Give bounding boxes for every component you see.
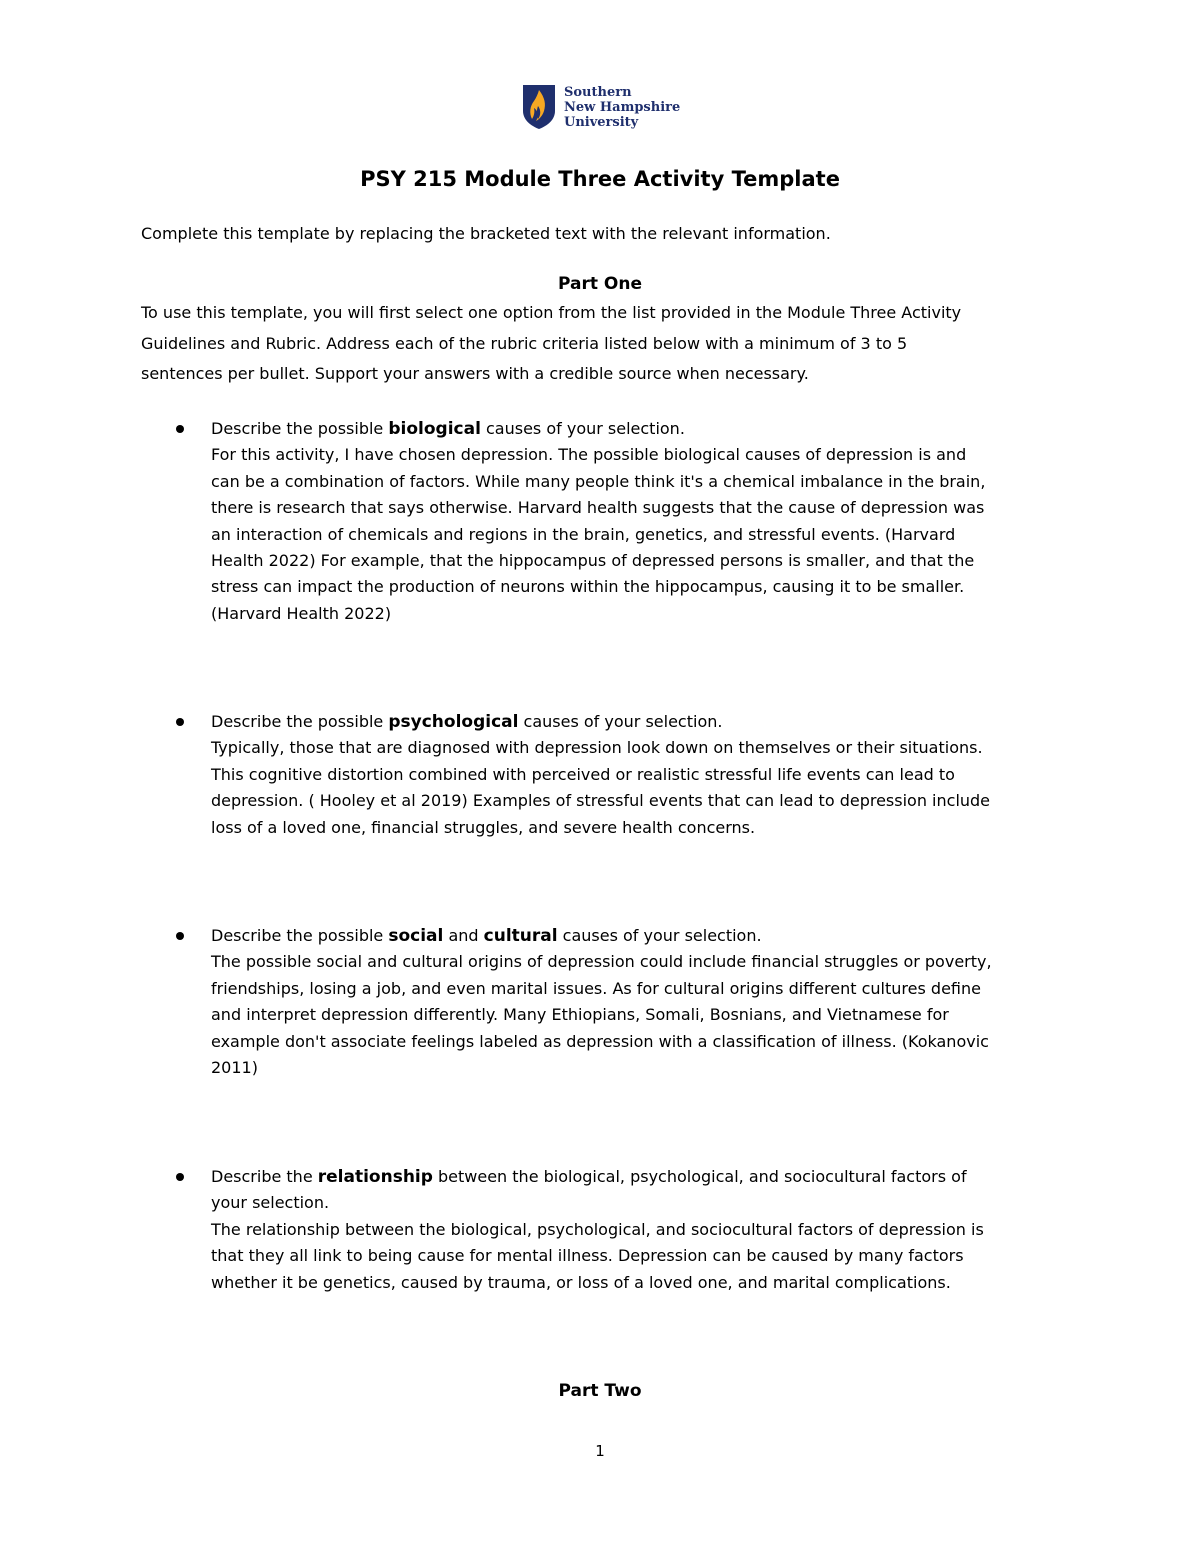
answer-line: Typically, those that are diagnosed with depression look down on themselves or their situations. bbox=[211, 738, 983, 758]
answer-line: (Harvard Health 2022) bbox=[211, 603, 392, 623]
prompt-text: causes of your selection. bbox=[518, 712, 723, 731]
logo-line-2: New Hampshire bbox=[564, 100, 681, 115]
prompt-keyword: psychological bbox=[388, 712, 519, 732]
bullet-prompt bbox=[211, 416, 1071, 442]
part-one-heading: Part One bbox=[558, 274, 642, 294]
bullet-relationship bbox=[211, 1164, 1071, 1296]
answer-line: Health 2022) For example, that the hippocampus of depressed persons is smaller, and that the bbox=[211, 551, 975, 571]
bullet-prompt bbox=[211, 709, 1071, 735]
prompt-text: Describe the possible bbox=[211, 419, 389, 438]
answer-line: example don't associate feelings labeled as depression with a classification of illness. (Kokanovic bbox=[211, 1031, 989, 1051]
bullet-icon bbox=[174, 710, 186, 734]
answer-line: 2011) bbox=[211, 1058, 258, 1078]
bullet-psychological bbox=[211, 709, 1071, 841]
answer-line: The possible social and cultural origins of depression could include financial struggles or poverty, bbox=[211, 952, 992, 972]
prompt-text: causes of your selection. bbox=[557, 926, 762, 945]
bullet-icon bbox=[174, 1165, 186, 1189]
answer-line: This cognitive distortion combined with perceived or realistic stressful life events can lead to bbox=[211, 764, 955, 784]
answer-line: whether it be genetics, caused by trauma, or loss of a loved one, and marital complications. bbox=[211, 1272, 951, 1292]
prompt-text: between the biological, psychological, and sociocultural factors of bbox=[432, 1167, 967, 1186]
bullet-prompt bbox=[211, 1164, 1071, 1190]
answer-line: friendships, losing a job, and even marital issues. As for cultural origins different cultures define bbox=[211, 978, 981, 998]
logo-wordmark bbox=[564, 85, 680, 130]
instruction-line: Guidelines and Rubric. Address each of the rubric criteria listed below with a minimum of 3 to 5 bbox=[141, 333, 908, 353]
prompt-keyword: cultural bbox=[483, 926, 558, 946]
bullet-prompt-continued: your selection. bbox=[211, 1193, 330, 1213]
logo-line-1: Southern bbox=[564, 85, 632, 100]
prompt-keyword: biological bbox=[388, 419, 481, 439]
prompt-text: Describe the bbox=[211, 1167, 318, 1186]
prompt-text: causes of your selection. bbox=[480, 419, 685, 438]
part-two-heading: Part Two bbox=[558, 1381, 642, 1401]
university-logo bbox=[522, 84, 680, 132]
answer-line: and interpret depression differently. Many Ethiopians, Somali, Bosnians, and Vietnamese for bbox=[211, 1005, 949, 1025]
answer-line: an interaction of chemicals and regions in the brain, genetics, and stressful events. (Harvard bbox=[211, 524, 956, 544]
prompt-keyword: social bbox=[388, 926, 444, 946]
intro-text: Complete this template by replacing the bracketed text with the relevant information. bbox=[141, 224, 831, 243]
answer-line: stress can impact the production of neurons within the hippocampus, causing it to be smaller. bbox=[211, 577, 965, 597]
instruction-line: To use this template, you will first select one option from the list provided in the Module Three Activity bbox=[141, 303, 962, 322]
answer-line: there is research that says otherwise. Harvard health suggests that the cause of depression was bbox=[211, 498, 985, 518]
bullet-social-cultural bbox=[211, 923, 1071, 1081]
document-title: PSY 215 Module Three Activity Template bbox=[360, 167, 840, 191]
bullet-icon bbox=[174, 924, 186, 948]
answer-line: The relationship between the biological, psychological, and sociocultural factors of depression is bbox=[211, 1219, 984, 1239]
bullet-biological bbox=[211, 416, 1071, 627]
answer-line: For this activity, I have chosen depression. The possible biological causes of depression is and bbox=[211, 445, 967, 465]
prompt-text: Describe the possible bbox=[211, 926, 389, 945]
prompt-keyword: relationship bbox=[317, 1167, 433, 1187]
page-number: 1 bbox=[595, 1442, 605, 1460]
instruction-line: sentences per bullet. Support your answers with a credible source when necessary. bbox=[141, 364, 809, 383]
logo-line-3: University bbox=[564, 115, 639, 130]
answer-line: can be a combination of factors. While many people think it's a chemical imbalance in the brain, bbox=[211, 471, 986, 491]
prompt-text: Describe the possible bbox=[211, 712, 389, 731]
snhu-flame-shield-icon bbox=[522, 84, 556, 130]
bullet-icon bbox=[174, 417, 186, 441]
prompt-text: and bbox=[443, 926, 484, 945]
answer-line: that they all link to being cause for mental illness. Depression can be caused by many factors bbox=[211, 1246, 964, 1266]
part-one-instructions bbox=[141, 298, 1066, 390]
bullet-prompt bbox=[211, 923, 1071, 949]
answer-line: loss of a loved one, financial struggles, and severe health concerns. bbox=[211, 817, 756, 837]
answer-line: depression. ( Hooley et al 2019) Examples of stressful events that can lead to depression include bbox=[211, 791, 991, 811]
